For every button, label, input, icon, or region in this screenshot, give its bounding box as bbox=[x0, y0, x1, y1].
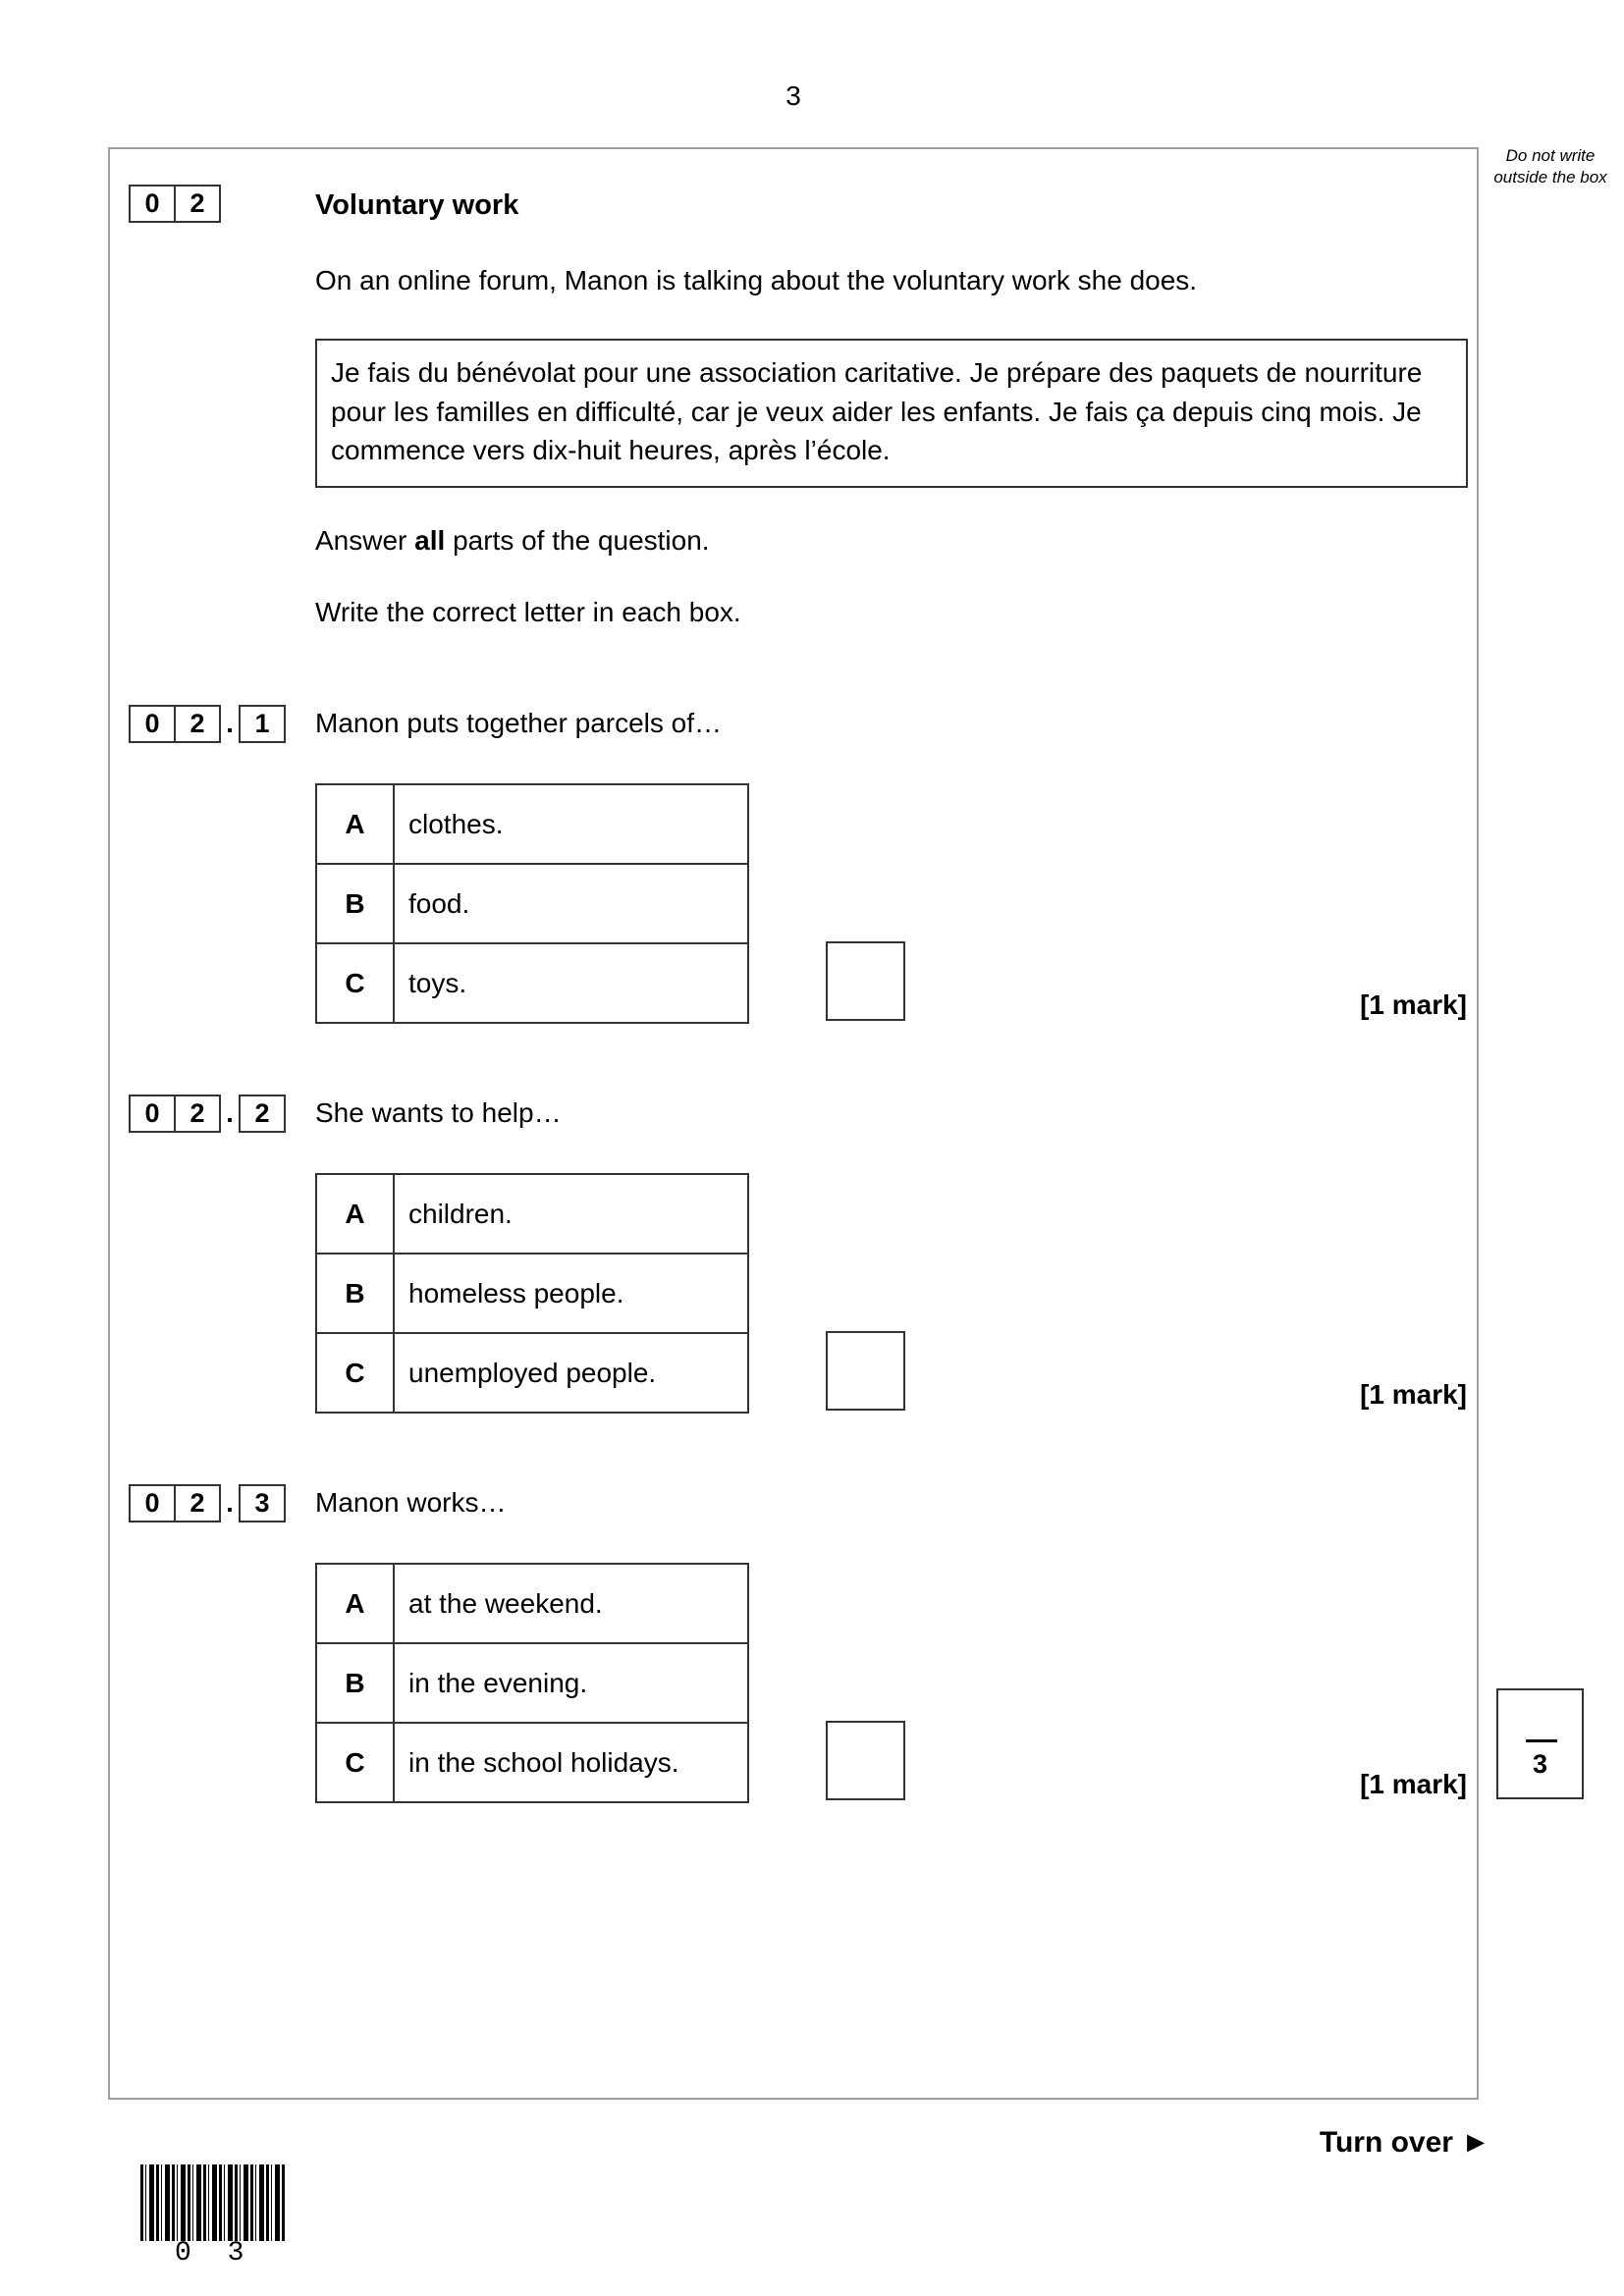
part-stem: Manon puts together parcels of… bbox=[315, 708, 723, 738]
barcode-number: 0 3 bbox=[175, 2238, 254, 2269]
mark-label: [1 mark] bbox=[1360, 1379, 1467, 1410]
turn-over: Turn over ► bbox=[1319, 2126, 1490, 2159]
part-stem: She wants to help… bbox=[315, 1097, 562, 1128]
margin-note: Do not write outside the box bbox=[1493, 146, 1607, 187]
option-row bbox=[316, 1723, 748, 1802]
intro-text: On an online forum, Manon is talking about the voluntary work she does. bbox=[315, 265, 1198, 295]
option-letter: A bbox=[316, 1564, 394, 1643]
score-line bbox=[1526, 1739, 1557, 1742]
digit: 0 bbox=[129, 1095, 176, 1133]
option-text: in the evening. bbox=[394, 1643, 748, 1723]
answer-box[interactable] bbox=[826, 1721, 905, 1800]
instruction-2: Write the correct letter in each box. bbox=[315, 597, 741, 627]
options-table bbox=[315, 783, 749, 1024]
mark-label: [1 mark] bbox=[1360, 989, 1467, 1020]
digit: 2 bbox=[176, 185, 221, 223]
option-letter: B bbox=[316, 1254, 394, 1333]
option-letter: C bbox=[316, 943, 394, 1023]
digit: 1 bbox=[239, 705, 286, 743]
answer-box[interactable] bbox=[826, 941, 905, 1021]
option-row bbox=[316, 1643, 748, 1723]
digit: 2 bbox=[239, 1095, 286, 1133]
question-number bbox=[129, 185, 221, 223]
dot: . bbox=[226, 1488, 234, 1518]
digit: 2 bbox=[176, 1484, 221, 1522]
option-text: homeless people. bbox=[394, 1254, 748, 1333]
option-text: unemployed people. bbox=[394, 1333, 748, 1413]
option-row bbox=[316, 943, 748, 1023]
instruction-bold: all bbox=[414, 525, 446, 556]
dot: . bbox=[226, 1098, 234, 1128]
options-table bbox=[315, 1563, 749, 1803]
option-text: clothes. bbox=[394, 784, 748, 864]
french-passage: Je fais du bénévolat pour une association caritative. Je prépare des paquets de nourriture pour les familles en difficulté, car je veux aider les enfants. Je fais ça depuis cinq mois. Je commence vers dix-huit heures, après l’école. bbox=[315, 339, 1468, 488]
part-stem: Manon works… bbox=[315, 1487, 507, 1518]
option-row bbox=[316, 1254, 748, 1333]
option-row bbox=[316, 1564, 748, 1643]
option-letter: C bbox=[316, 1333, 394, 1413]
part-number bbox=[129, 1095, 286, 1133]
option-text: toys. bbox=[394, 943, 748, 1023]
instruction-text: Answer bbox=[315, 525, 415, 556]
option-letter: C bbox=[316, 1723, 394, 1802]
option-row bbox=[316, 1333, 748, 1413]
digit: 2 bbox=[176, 705, 221, 743]
option-letter: B bbox=[316, 1643, 394, 1723]
option-row bbox=[316, 864, 748, 943]
total-marks-box bbox=[1496, 1688, 1584, 1799]
barcode bbox=[140, 2164, 286, 2241]
option-row bbox=[316, 1174, 748, 1254]
option-text: at the weekend. bbox=[394, 1564, 748, 1643]
mark-label: [1 mark] bbox=[1360, 1769, 1467, 1799]
page-number: 3 bbox=[785, 80, 801, 111]
option-letter: B bbox=[316, 864, 394, 943]
part-number bbox=[129, 1484, 286, 1522]
option-letter: A bbox=[316, 784, 394, 864]
option-text: food. bbox=[394, 864, 748, 943]
digit: 0 bbox=[129, 1484, 176, 1522]
option-text: children. bbox=[394, 1174, 748, 1254]
instruction-text: parts of the question. bbox=[445, 525, 710, 556]
digit: 2 bbox=[176, 1095, 221, 1133]
dot: . bbox=[226, 709, 234, 738]
total-marks: 3 bbox=[1532, 1749, 1548, 1779]
option-row bbox=[316, 784, 748, 864]
digit: 3 bbox=[239, 1484, 286, 1522]
option-text: in the school holidays. bbox=[394, 1723, 748, 1802]
digit: 0 bbox=[129, 185, 176, 223]
answer-box[interactable] bbox=[826, 1331, 905, 1411]
option-letter: A bbox=[316, 1174, 394, 1254]
digit: 0 bbox=[129, 705, 176, 743]
question-title: Voluntary work bbox=[315, 189, 519, 221]
options-table bbox=[315, 1173, 749, 1414]
part-number bbox=[129, 705, 286, 743]
instruction bbox=[315, 525, 710, 557]
